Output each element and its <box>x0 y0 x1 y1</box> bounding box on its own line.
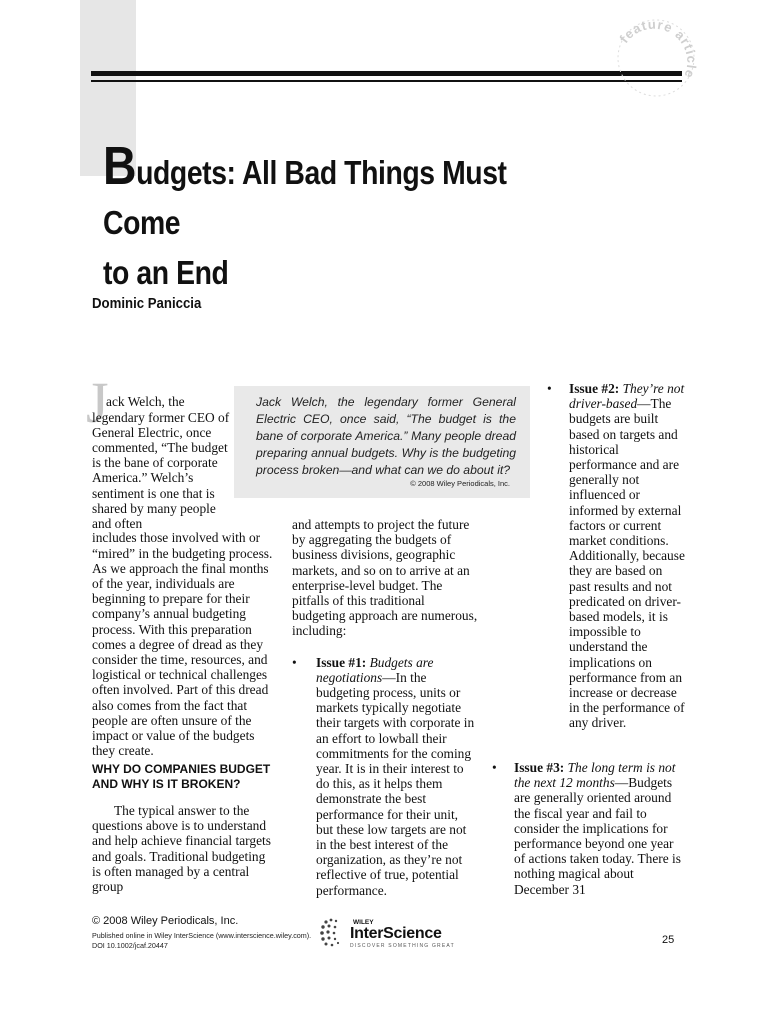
footer-copyright: © 2008 Wiley Periodicals, Inc. <box>92 915 239 927</box>
section-paragraph <box>92 803 276 894</box>
footer-doi: DOI 10.1002/jcaf.20447 <box>92 941 168 950</box>
bullet-issue-1 <box>292 655 478 898</box>
bullet-text: —The budgets are built based on targets and historical performance and are generally not influenced or informed by external factors or current market conditions. Additionally, because they are based on past results and not predicated on driver-based models, it is impossible to understand the implications on performance from an increase or decrease in the performance of any driver. <box>569 396 685 731</box>
bullet-issue-3 <box>492 760 684 897</box>
section-paragraph-text: The typical answer to the questions above is to understand and help achieve financial targets and goals. Traditional budgeting is often managed by a central group <box>92 803 271 895</box>
footer-published: Published online in Wiley InterScience (www.interscience.wiley.com). <box>92 931 312 940</box>
intro-text: ack Welch, the legendary former CEO of General Electric, once commented, “The budget is the bane of corporate America.” Welch’s sentiment is one that is shared by many people and often <box>92 394 230 532</box>
logo-interscience-text: InterScience <box>350 925 442 942</box>
title-initial: B <box>103 136 137 196</box>
title-line2: to an End <box>103 254 229 291</box>
svg-text:feature article <box>616 17 699 81</box>
page-number: 25 <box>662 934 675 946</box>
bullet-italic: They’re not driver-based <box>569 381 685 412</box>
column2-paragraph: and attempts to project the future by aggregating the budgets of business divisions, geographic markets, and so on to arrive at an enterprise-level budget. The pitfalls of this traditional budgeting approach are numerous, including: <box>292 517 478 639</box>
footer-publication-info <box>92 931 311 951</box>
column3-continued <box>492 760 684 897</box>
column1-text: includes those involved with or “mired” in the budgeting process. As we approach the final months of the year, individuals are beginning to prepare for their company’s annual budgeting process. With this preparation comes a degree of dread as they consider the time, resources, and logistical or technical challenges often involved. Part of this dread also comes from the fact that people are often unsure of the impact or value of the budgets they create. <box>92 530 273 759</box>
column1-continued <box>92 517 276 772</box>
bullet-label: Issue #2: <box>569 381 620 396</box>
column3 <box>547 381 687 731</box>
logo-wiley-text: WILEY <box>353 919 374 926</box>
feature-article-stamp <box>612 14 700 102</box>
header-rule-thick <box>91 71 682 76</box>
title-line1: udgets: All Bad Things Must Come <box>103 154 507 241</box>
abstract-copyright: © 2008 Wiley Periodicals, Inc. <box>410 479 510 488</box>
bullet-issue-2 <box>547 381 687 731</box>
stamp-text: feature article <box>616 16 700 81</box>
drop-cap: J <box>86 370 109 435</box>
bullet-dot: • <box>492 760 497 775</box>
bullet-label: Issue #1: <box>316 654 367 670</box>
logo-tagline: DISCOVER SOMETHING GREAT <box>350 943 455 949</box>
section-heading: WHY DO COMPANIES BUDGET AND WHY IS IT BROKEN? <box>92 762 271 791</box>
bullet-dot: • <box>292 654 297 670</box>
bullet-text: —In the budgeting process, units or markets typically negotiate their targets with corporate in an effort to lowball their commitments for the coming year. It is in their interest to do this, as it helps them demonstrate the best performance for their unit, but these low targets are not in the best interest of the organization, as they’re not reflective of true, potential performance. <box>316 669 475 898</box>
bullet-italic: The long term is not the next 12 months <box>514 760 676 791</box>
abstract-text: Jack Welch, the legendary former General Electric CEO, once said, “The budget is the bane of corporate America.” Many people dread preparing annual budgets. Why is the budgeting process broken—and what can we do about it? <box>256 395 516 477</box>
bullet-label: Issue #3: <box>514 760 565 775</box>
bullet-italic: Budgets are negotiations <box>316 654 434 685</box>
abstract-box <box>234 386 530 498</box>
column2 <box>292 517 478 898</box>
header-rule-thin <box>91 80 682 82</box>
article-title <box>103 136 585 298</box>
author-name: Dominic Paniccia <box>92 295 202 312</box>
bullet-text: —Budgets are generally oriented around the fiscal year and fail to consider the implications for performance beyond one year of actions taken today. There is nothing magical about December 31 <box>514 775 681 897</box>
bullet-dot: • <box>547 381 552 396</box>
